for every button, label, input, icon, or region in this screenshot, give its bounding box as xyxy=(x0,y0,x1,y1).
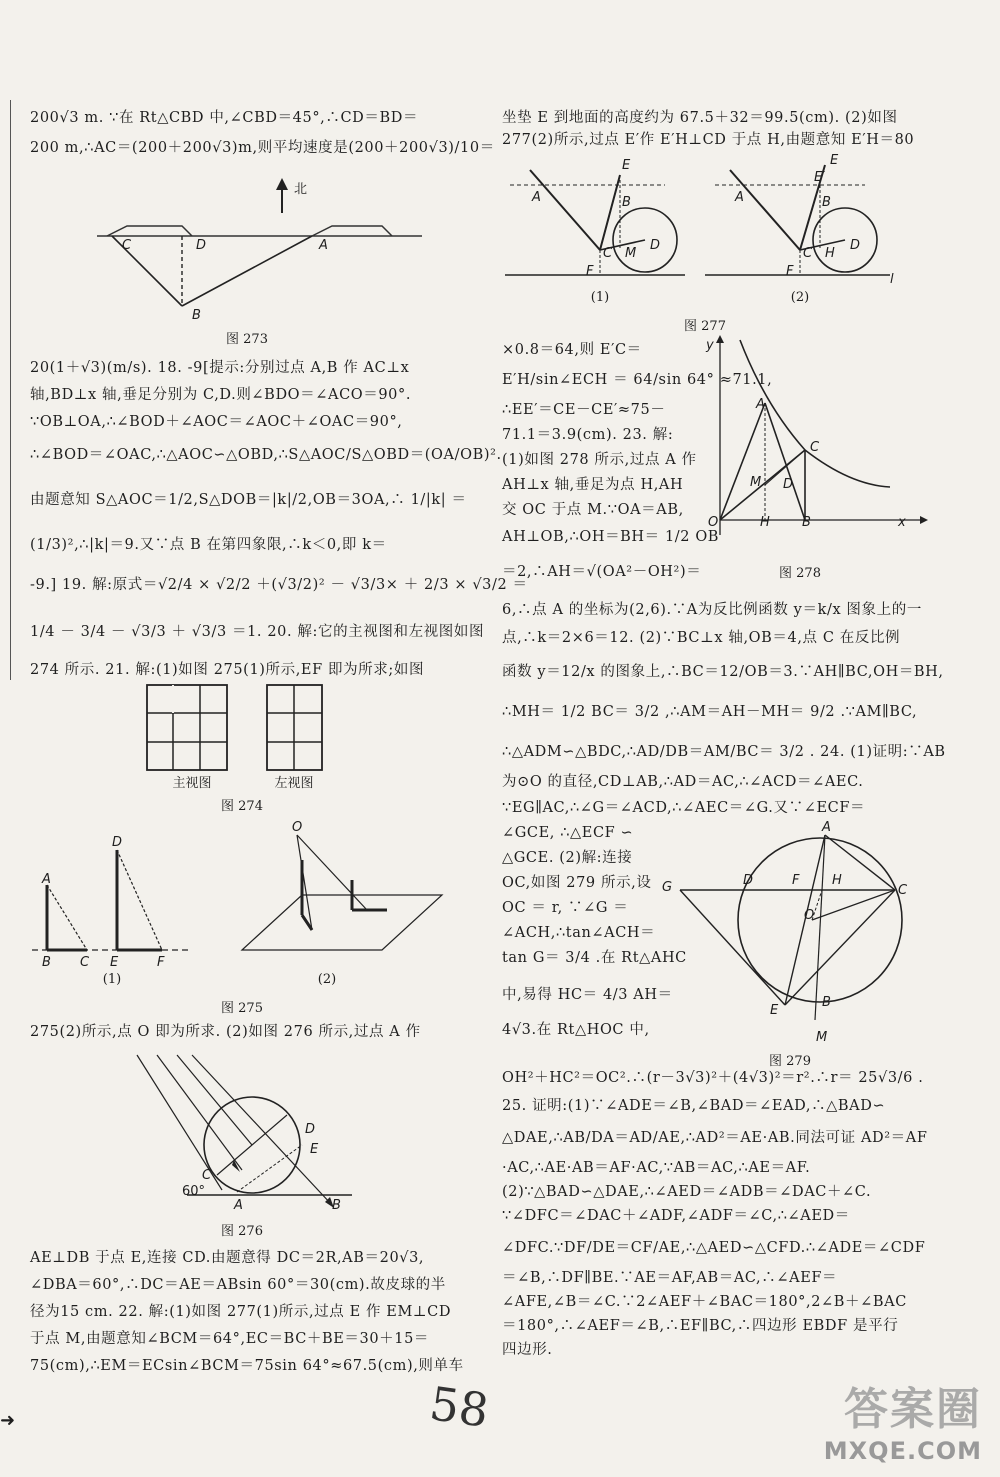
point-e-prime-label: E′ xyxy=(814,170,826,185)
right-column xyxy=(470,0,946,1400)
point-c-label: C xyxy=(810,440,820,455)
text-line: ∴MH＝ 1/2 BC＝ 3/2 ,∴AM＝AH－MH＝ 9/2 .∵AM∥BC, xyxy=(502,704,918,720)
text-line: ∵EG∥AC,∴∠G＝∠ACD,∴∠AEC＝∠G.又∵∠ECF＝ xyxy=(502,800,866,816)
text-line: 1/4 － 3/4 － √3/3 ＋ √3/3 ＝1. 20. 解:它的主视图和左视图如图 xyxy=(30,624,485,640)
text-line: 25. 证明:(1)∵∠ADE＝∠B,∠BAD＝∠EAD,∴△BAD∽ xyxy=(502,1098,886,1114)
text-line: 函数 y＝12/x 的图象上,∴BC＝12/OB＝3.∵AH∥BC,OH＝BH, xyxy=(502,664,944,680)
watermark xyxy=(824,1373,982,1465)
fig279-diagram xyxy=(670,820,930,1020)
point-b-label: B xyxy=(822,195,831,210)
arrow-icon: ➜ xyxy=(0,1410,16,1431)
point-c-label: C xyxy=(122,238,132,253)
text-line: OC ＝ r, ∵∠G ＝ xyxy=(502,900,629,916)
text-line: 4√3.在 Rt△HOC 中, xyxy=(502,1022,650,1038)
point-h-label: H xyxy=(832,873,842,888)
point-d-label: D xyxy=(743,873,754,888)
point-f-label: F xyxy=(792,873,800,888)
text-line: 75(cm),∴EM＝ECsin∠BCM＝75sin 64°≈67.5(cm),则单车 xyxy=(30,1358,464,1374)
watermark-logo: 答案圈 xyxy=(844,1384,982,1435)
text-line: 277(2)所示,过点 E′作 E′H⊥CD 于点 H,由题意知 E′H＝80 xyxy=(502,132,915,148)
text-line: △GCE. (2)解:连接 xyxy=(502,850,633,866)
fig274-front-label: 主视图 xyxy=(172,776,212,791)
watermark-url: MXQE.COM xyxy=(823,1437,982,1465)
text-line: 轴,BD⊥x 轴,垂足分别为 C,D.则∠BDO＝∠ACO＝90°. xyxy=(30,387,412,403)
text-line: tan G＝ 3/4 .在 Rt△AHC xyxy=(502,950,687,966)
text-line: 四边形. xyxy=(502,1342,553,1358)
point-d-label: D xyxy=(783,477,794,492)
text-line: (1/3)²,∴|k|＝9.又∵点 B 在第四象限,∴k＜0,即 k＝ xyxy=(30,537,387,553)
point-f-label: F xyxy=(786,264,794,279)
text-line: ＝180°,∴∠AEF＝∠B,∴EF∥BC,∴四边形 EBDF 是平行 xyxy=(502,1318,899,1334)
point-e-label: E xyxy=(310,1142,319,1157)
fig274-caption: 图 274 xyxy=(221,799,263,814)
text-line: ·AC,∴AE·AB＝AF·AC,∵AB＝AC,∴AE＝AF. xyxy=(502,1160,811,1176)
point-m-label: M xyxy=(750,475,762,490)
fig276-caption: 图 276 xyxy=(221,1224,263,1239)
text-line: AH⊥OB,∴OH＝BH＝ 1/2 OB xyxy=(502,529,720,545)
point-b-label: B xyxy=(192,308,201,323)
point-h-label: H xyxy=(825,246,835,261)
point-f-label: F xyxy=(157,955,165,970)
point-c-label: C xyxy=(80,955,90,970)
point-d-label: D xyxy=(650,238,661,253)
point-e-label: E xyxy=(830,153,839,168)
point-b-label: B xyxy=(332,1198,341,1213)
point-e-label: E xyxy=(110,955,119,970)
text-line: ∵OB⊥OA,∴∠BOD＋∠AOC＝∠AOC＋∠OAC＝90°, xyxy=(30,414,403,430)
angle-label: 60° xyxy=(182,1184,206,1199)
text-line: ＝∠B,∴DF∥BE.∵AE＝AF,AB＝AC,∴∠AEF＝ xyxy=(502,1270,838,1286)
text-line: △DAE,∴AB/DA＝AD/AE,∴AD²＝AE·AB.同法可证 AD²＝AF xyxy=(502,1130,928,1146)
handwritten-page-number: 58 xyxy=(426,1376,493,1438)
point-b-label: B xyxy=(622,195,631,210)
point-m-label: M xyxy=(816,1030,828,1045)
fig278-caption: 图 278 xyxy=(779,566,821,581)
text-line: 275(2)所示,点 O 即为所求. (2)如图 276 所示,过点 A 作 xyxy=(30,1024,421,1040)
text-line: ∵∠DFC＝∠DAC＋∠ADF,∠ADF＝∠C,∴∠AED＝ xyxy=(502,1208,850,1224)
point-c-label: C xyxy=(603,246,613,261)
text-line: ∠ACH,∴tan∠ACH＝ xyxy=(502,925,656,941)
point-a-label: A xyxy=(234,1198,243,1213)
point-a-label: A xyxy=(532,190,541,205)
text-line: 点,∴k＝2×6＝12. (2)∵BC⊥x 轴,OB＝4,点 C 在反比例 xyxy=(502,630,901,646)
point-a-label: A xyxy=(319,238,328,253)
text-line: 71.1＝3.9(cm). 23. 解: xyxy=(502,427,674,443)
text-line: ∠GCE, ∴△ECF ∽ xyxy=(502,825,634,841)
point-b-label: B xyxy=(802,515,811,530)
point-f-label: F xyxy=(586,264,594,279)
point-c-label: C xyxy=(803,246,813,261)
y-axis-label: y xyxy=(706,338,714,353)
fig279-caption: 图 279 xyxy=(769,1054,811,1069)
text-line: OH²＋HC²＝OC².∴(r－3√3)²＋(4√3)²＝r².∴r＝ 25√3/6 . xyxy=(502,1070,924,1086)
fig277-sub1: (1) xyxy=(590,290,610,305)
fig277-diagram xyxy=(470,155,940,305)
x-axis-label: x xyxy=(898,515,906,530)
text-line: 200 m,∴AC＝(200＋200√3)m,则平均速度是(200＋200√3)/10＝ xyxy=(30,140,495,156)
point-d-label: D xyxy=(305,1122,316,1137)
text-line: ∠AFE,∠B＝∠C.∵2∠AEF＋∠BAC＝180°,2∠B＋∠BAC xyxy=(502,1294,907,1310)
point-a-label: A xyxy=(756,397,765,412)
text-line: 交 OC 于点 M.∵OA＝AB, xyxy=(502,502,684,518)
text-line: AE⊥DB 于点 E,连接 CD.由题意得 DC＝2R,AB＝20√3, xyxy=(30,1250,425,1266)
text-line: 6,∴点 A 的坐标为(2,6).∵A为反比例函数 y＝k/x 图象上的一 xyxy=(502,602,922,618)
point-m-label: M xyxy=(625,246,637,261)
fig278-diagram xyxy=(710,335,930,555)
margin-rule xyxy=(10,100,11,680)
north-label: 北 xyxy=(294,182,308,197)
text-line: 于点 M,由题意知∠BCM＝64°,EC＝BC＋BE＝30＋15＝ xyxy=(30,1331,430,1347)
fig275-diagram xyxy=(12,830,472,960)
point-o-label: O xyxy=(804,908,815,923)
fig273-caption: 图 273 xyxy=(226,332,268,347)
text-line: ∴EE′＝CE－CE′≈75－ xyxy=(502,402,666,418)
text-line: 径为15 cm. 22. 解:(1)如图 277(1)所示,过点 E 作 EM⊥CD xyxy=(30,1304,452,1320)
fig275-sub1: (1) xyxy=(102,972,122,987)
text-line: (2)∵△BAD∽△DAE,∴∠AED＝∠ADB＝∠DAC＋∠C. xyxy=(502,1184,872,1200)
text-line: ＝2,∴AH＝√(OA²－OH²)＝ xyxy=(502,564,702,580)
text-line: ∴∠BOD＝∠OAC,∴△AOC∽△OBD,∴S△AOC/S△OBD＝(OA/OB)². xyxy=(30,447,502,463)
point-d-label: D xyxy=(850,238,861,253)
fig273-diagram xyxy=(12,178,472,348)
point-g-label: G xyxy=(662,880,673,895)
text-line: 坐垫 E 到地面的高度约为 67.5＋32＝99.5(cm). (2)如图 xyxy=(502,110,898,126)
text-line: (1)如图 278 所示,过点 A 作 xyxy=(502,452,697,468)
text-line: ×0.8＝64,则 E′C＝ xyxy=(502,342,642,358)
point-a-label: A xyxy=(42,872,51,887)
origin-label: O xyxy=(708,515,719,530)
point-b-label: B xyxy=(822,995,831,1010)
point-c-label: C xyxy=(202,1168,212,1183)
text-line: ∠DBA＝60°,∴DC＝AE＝ABsin 60°＝30(cm).故皮球的半 xyxy=(30,1277,446,1293)
point-a-label: A xyxy=(735,190,744,205)
text-line: AH⊥x 轴,垂足为点 H,AH xyxy=(502,477,684,493)
fig274-diagram xyxy=(12,685,472,785)
text-line: 由题意知 S△AOC＝1/2,S△DOB＝|k|/2,OB＝3OA,∴ 1/|k| ＝ xyxy=(30,492,467,508)
fig277-caption: 图 277 xyxy=(684,319,726,334)
point-c-label: C xyxy=(898,883,908,898)
text-line: OC,如图 279 所示,设 xyxy=(502,875,652,891)
point-e-label: E xyxy=(770,1003,779,1018)
text-line: ∠DFC.∵DF/DE＝CF/AE,∴△AED∽△CFD.∴∠ADE＝∠CDF xyxy=(502,1240,926,1256)
text-line: 中,易得 HC＝ 4/3 AH＝ xyxy=(502,987,673,1003)
fig274-left-label: 左视图 xyxy=(274,776,314,791)
point-a-label: A xyxy=(822,820,831,835)
point-d-label: D xyxy=(196,238,207,253)
text-line: 200√3 m. ∵在 Rt△CBD 中,∠CBD＝45°,∴CD＝BD＝ xyxy=(30,110,419,126)
text-line: 274 所示. 21. 解:(1)如图 275(1)所示,EF 即为所求;如图 xyxy=(30,662,425,678)
point-e-label: E xyxy=(622,158,631,173)
fig277-sub2: (2) xyxy=(790,290,810,305)
text-line: ∴△ADM∽△BDC,∴AD/DB＝AM/BC＝ 3/2 . 24. (1)证明:∵AB xyxy=(502,744,946,760)
text-line: 为⊙O 的直径,CD⊥AB,∴AD＝AC,∴∠ACD＝∠AEC. xyxy=(502,774,864,790)
text-line: -9.] 19. 解:原式＝√2/4 × √2/2 ＋(√3/2)² － √3/3× ＋ 2/3 × √3/2 ＝ xyxy=(30,577,528,593)
point-d-label: D xyxy=(112,835,123,850)
point-h-label: H xyxy=(760,515,770,530)
fig275-sub2: (2) xyxy=(317,972,337,987)
text-line: 20(1＋√3)(m/s). 18. -9[提示:分别过点 A,B 作 AC⊥x xyxy=(30,360,410,376)
line-l-label: l xyxy=(890,272,894,287)
fig275-caption: 图 275 xyxy=(221,1001,263,1016)
fig276-diagram xyxy=(12,1050,472,1220)
point-o-label: O xyxy=(292,820,303,835)
text-line: E′H/sin∠ECH ＝ 64/sin 64° ≈71.1, xyxy=(502,372,773,388)
point-b-label: B xyxy=(42,955,51,970)
